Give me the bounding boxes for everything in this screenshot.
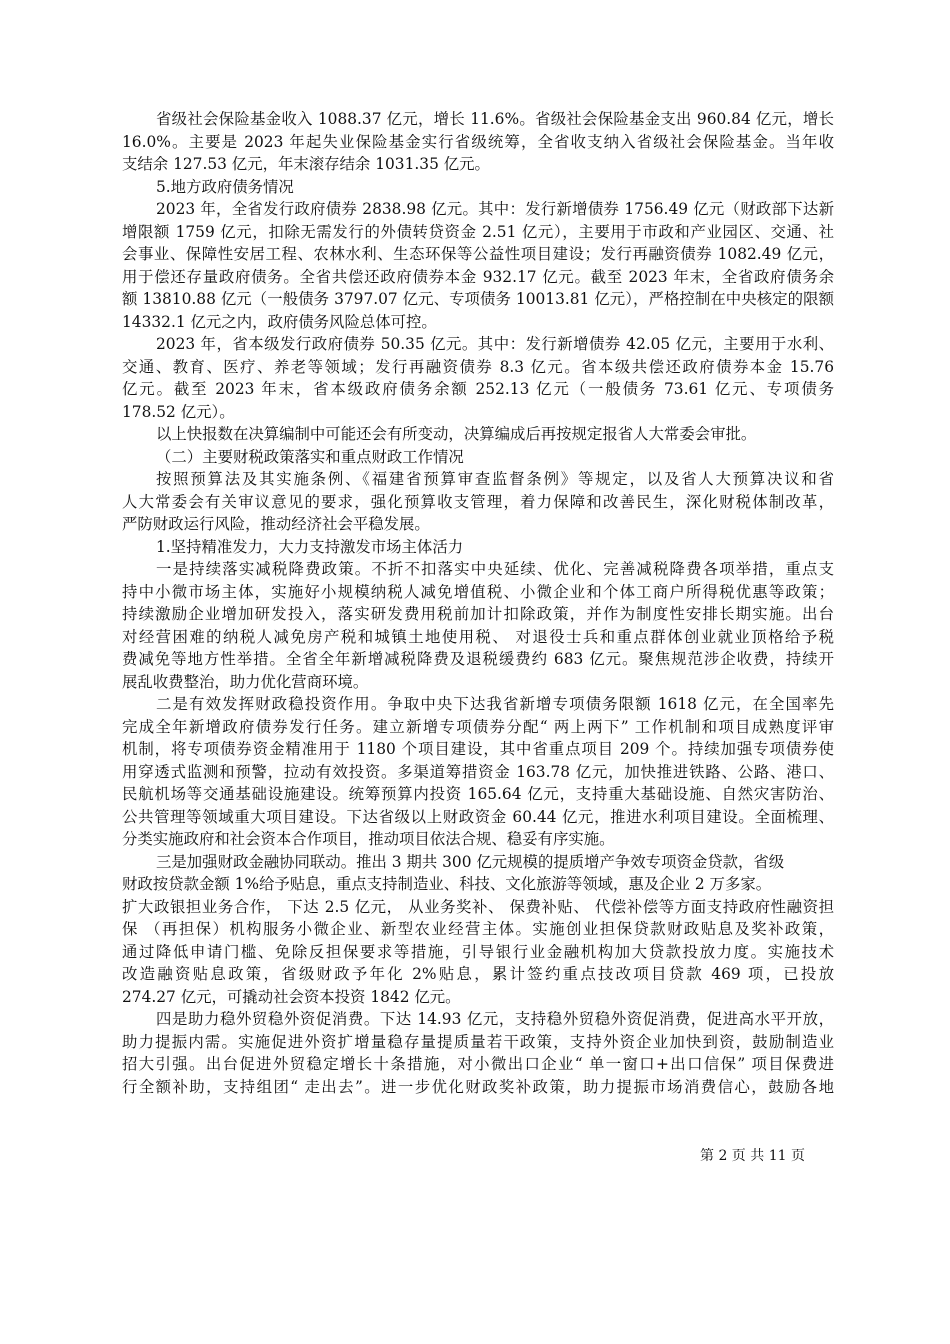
text-line: 机制，将专项债券资金精准用于 1180 个项目建设，其中省重点项目 209 个。持续加强专项债券使	[122, 740, 834, 758]
text-line: 用穿透式监测和预警，拉动有效投资。多渠道筹措资金 163.78 亿元，加快推进铁路、公路、港口、	[122, 762, 834, 781]
text-line: 财政按贷款金额 1%给予贴息，重点支持制造业、科技、文化旅游等领域，惠及企业 2 万多家。	[122, 875, 772, 893]
text-line: 以上快报数在决算编制中可能还会有所变动，决算编成后再按规定报省人大常委会审批。	[156, 425, 757, 443]
text-line: 交通、教育、医疗、养老等领域；发行再融资债券 8.3 亿元。省本级共偿还政府债券本金 15.76	[122, 357, 834, 376]
text-line: 274.27 亿元，可撬动社会资本投资 1842 亿元。	[122, 987, 461, 1006]
text-line: 三是加强财政金融协同联动。推出 3 期共 300 亿元规模的提质增产争效专项资金贷款，省级	[156, 852, 785, 871]
text-line: 持中小微市场主体，实施好小规模纳税人减免增值税、小微企业和个体工商户所得税优惠等政策；	[122, 582, 834, 601]
text-line: 178.52 亿元）。	[122, 402, 235, 421]
text-line: 会事业、保障性安居工程、农林水利、生态环保等公益性项目建设；发行再融资债券 1082.49 亿元，	[122, 245, 834, 263]
text-line: 省级社会保险基金收入 1088.37 亿元，增长 11.6%。省级社会保险基金支出 960.84 亿元，增长	[156, 110, 834, 128]
page-number-footer: 第 2 页 共 11 页	[700, 1148, 805, 1164]
text-line: 行全额补助，支持组团“ 走出去”。进一步优化财政奖补政策，助力提振市场消费信心，鼓励各地	[122, 1077, 834, 1096]
text-line: 额 13810.88 亿元（一般债务 3797.07 亿元、专项债务 10013.81 亿元），严格控制在中央核定的限额	[122, 290, 834, 308]
text-line: 分类实施政府和社会资本合作项目，推动项目依法合规、稳妥有序实施。	[122, 830, 615, 848]
text-line: 保 （再担保）机构服务小微企业、新型农业经营主体。实施创业担保贷款财政贴息及奖补政策，	[122, 920, 834, 938]
text-line: 2023 年，全省发行政府债券 2838.98 亿元。其中：发行新增债券 1756.49 亿元（财政部下达新	[156, 200, 834, 218]
document-body	[122, 108, 834, 1098]
text-line: 持续激励企业增加研发投入，落实研发费用税前加计扣除政策，并作为制度性安排长期实施。出台	[122, 605, 834, 623]
text-line: 增限额 1759 亿元，扣除无需发行的外债转贷资金 2.51 亿元），主要用于市政和产业园区、交通、社	[122, 222, 834, 241]
text-line: 16.0%。主要是 2023 年起失业保险基金实行省级统筹，全省收支纳入省级社会保险基金。当年收	[122, 132, 834, 151]
text-line: 完成全年新增政府债券发行任务。建立新增专项债券分配“ 两上两下” 工作机制和项目成熟度评审	[122, 717, 834, 736]
text-line: 用于偿还存量政府债务。全省共偿还政府债券本金 932.17 亿元。截至 2023 年末，全省政府债务余	[122, 267, 834, 286]
text-line: 扩大政银担业务合作， 下达 2.5 亿元， 从业务奖补、 保费补贴、 代偿补偿等方面支持政府性融资担	[122, 897, 834, 916]
text-line: 费减免等地方性举措。全省全年新增减税降费及退税缓费约 683 亿元。聚焦规范涉企收费，持续开	[122, 650, 834, 668]
text-line: 支结余 127.53 亿元，年末滚存结余 1031.35 亿元。	[122, 155, 490, 173]
text-line: 1.坚持精准发力，大力支持激发市场主体活力	[156, 537, 464, 556]
text-line: 招大引强。出台促进外贸稳定增长十条措施，对小微出口企业“ 单一窗口+出口信保” 项目保费进	[122, 1055, 834, 1073]
text-line: 展乱收费整治，助力优化营商环境。	[122, 672, 369, 691]
text-line: 14332.1 亿元之内，政府债务风险总体可控。	[122, 312, 437, 331]
text-line: 改造融资贴息政策，省级财政予年化 2%贴息，累计签约重点技改项目贷款 469 项，已投放	[122, 965, 834, 983]
text-line: 公共管理等领域重大项目建设。下达省级以上财政资金 60.44 亿元，推进水利项目建设。全面梳理、	[122, 807, 834, 826]
text-line: 人大常委会有关审议意见的要求，强化预算收支管理，着力保障和改善民生，深化财税体制改革，	[122, 492, 834, 511]
text-line: 通过降低申请门槛、免除反担保要求等措施，引导银行业金融机构加大贷款投放力度。实施技术	[122, 942, 834, 961]
text-line: （二）主要财税政策落实和重点财政工作情况	[156, 447, 464, 466]
text-line: 四是助力稳外贸稳外资促消费。下达 14.93 亿元，支持稳外贸稳外资促消费，促进高水平开放，	[156, 1010, 834, 1028]
text-line: 严防财政运行风险，推动经济社会平稳发展。	[122, 515, 430, 533]
text-line: 亿元。截至 2023 年末，省本级政府债务余额 252.13 亿元（一般债务 73.61 亿元、专项债务	[122, 380, 834, 398]
text-line: 一是持续落实减税降费政策。不折不扣落实中央延续、优化、完善减税降费各项举措，重点支	[156, 560, 834, 578]
text-line: 助力提振内需。实施促进外资扩增量稳存量提质量若干政策，支持外资企业加快到资，鼓励制造业	[122, 1032, 834, 1051]
text-line: 5.地方政府债务情况	[156, 177, 294, 196]
text-line: 2023 年，省本级发行政府债券 50.35 亿元。其中：发行新增债券 42.05 亿元，主要用于水利、	[156, 335, 834, 353]
text-line: 二是有效发挥财政稳投资作用。争取中央下达我省新增专项债务限额 1618 亿元，在全国率先	[156, 695, 834, 713]
text-line: 民航机场等交通基础设施建设。统筹预算内投资 165.64 亿元，支持重大基础设施、自然灾害防治、	[122, 785, 834, 803]
text-line: 对经营困难的纳税人减免房产税和城镇土地使用税、 对退役士兵和重点群体创业就业顶格给予税	[122, 627, 834, 646]
text-line: 按照预算法及其实施条例、《福建省预算审查监督条例》等规定，以及省人大预算决议和省	[156, 470, 834, 488]
